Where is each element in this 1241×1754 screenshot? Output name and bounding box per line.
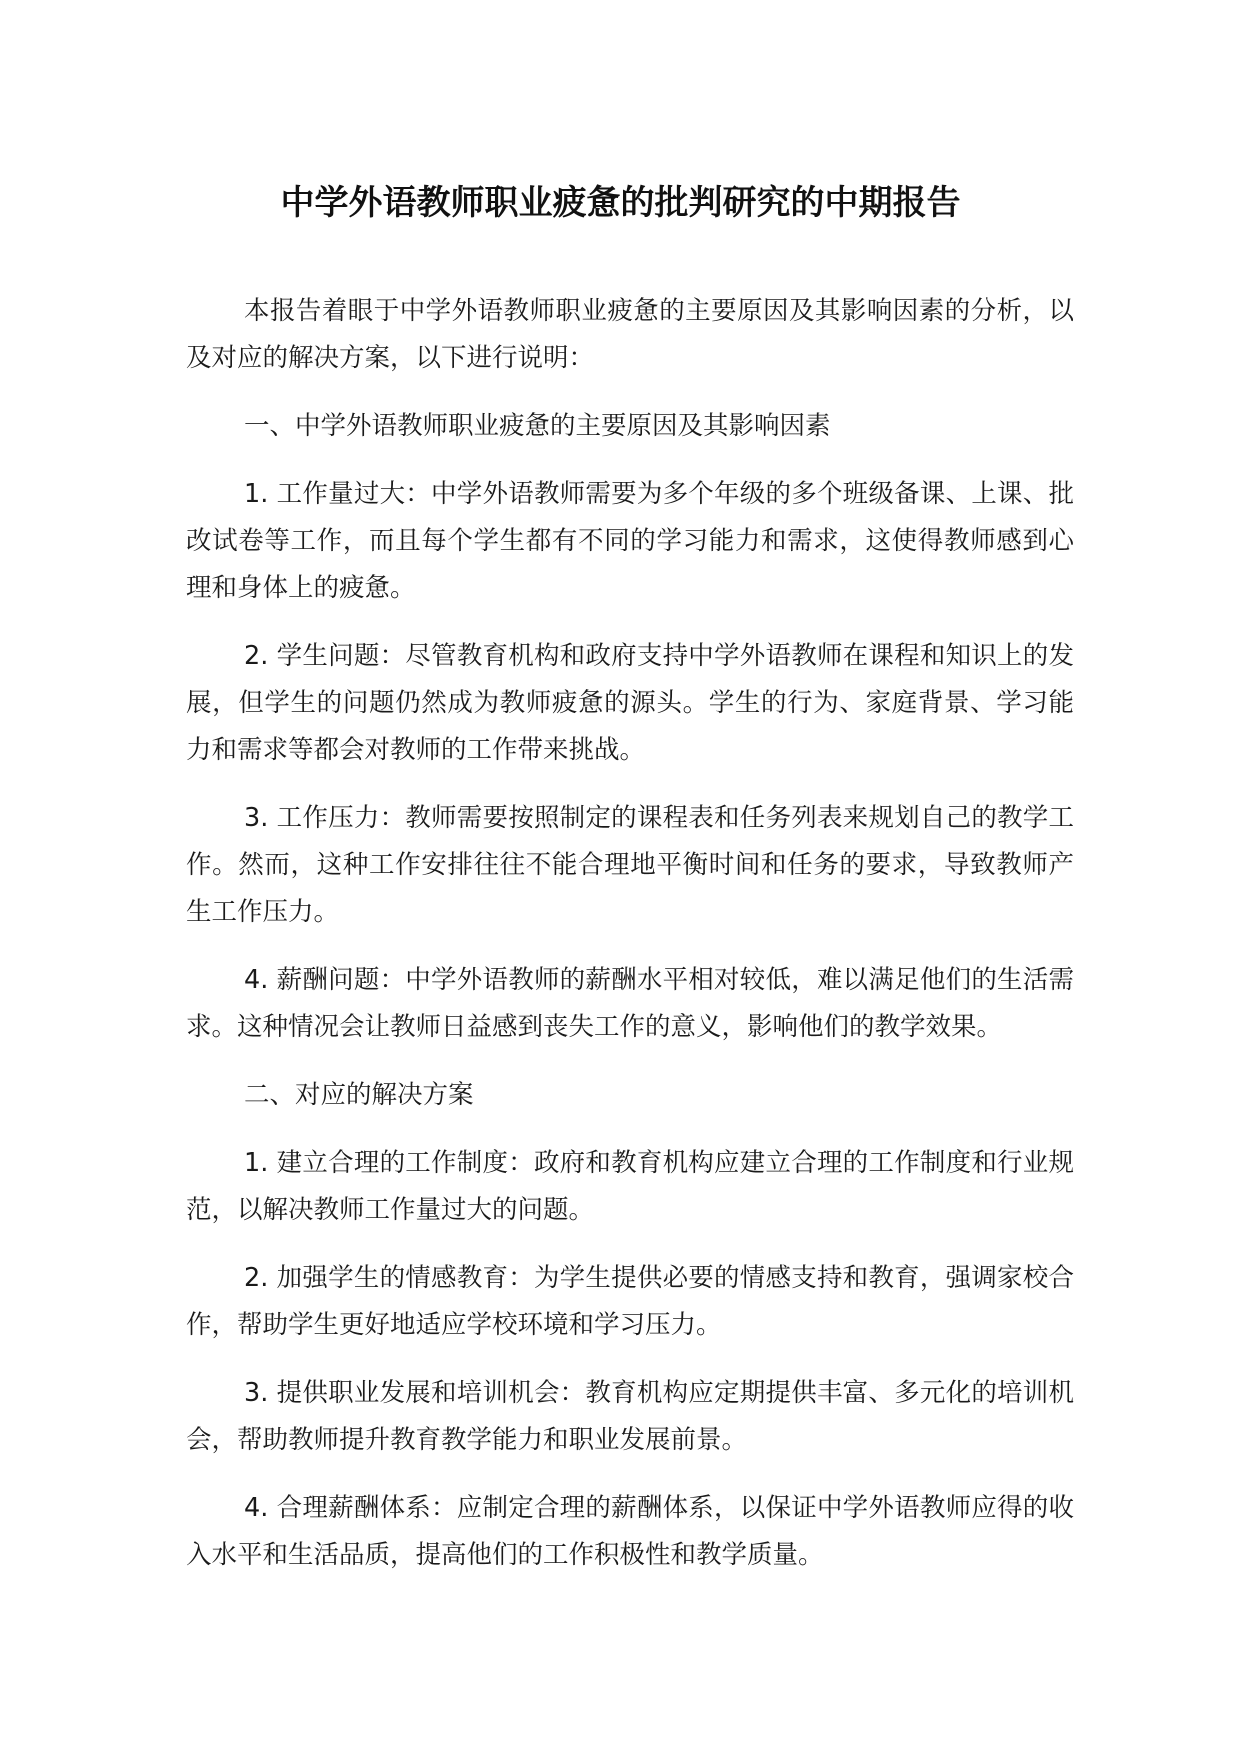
document-body [186,288,1074,1600]
cause-paragraph-students: 2. 学生问题：尽管教育机构和政府支持中学外语教师在课程和知识上的发展，但学生的问题仍然成为教师疲惫的源头。学生的行为、家庭背景、学习能力和需求等都会对教师的工作带来挑战。 [186,641,1074,765]
cause-paragraph-salary: 4. 薪酬问题：中学外语教师的薪酬水平相对较低，难以满足他们的生活需求。这种情况会让教师日益感到丧失工作的意义，影响他们的教学效果。 [186,965,1074,1042]
solution-paragraph-emotional: 2. 加强学生的情感教育：为学生提供必要的情感支持和教育，强调家校合作，帮助学生更好地适应学校环境和学习压力。 [186,1263,1074,1340]
intro-paragraph: 本报告着眼于中学外语教师职业疲惫的主要原因及其影响因素的分析，以及对应的解决方案，以下进行说明： [186,296,1074,373]
cause-paragraph-pressure: 3. 工作压力：教师需要按照制定的课程表和任务列表来规划自己的教学工作。然而，这种工作安排往往不能合理地平衡时间和任务的要求，导致教师产生工作压力。 [186,803,1074,927]
document-title: 中学外语教师职业疲惫的批判研究的中期报告 [280,183,961,223]
solution-paragraph-salary: 4. 合理薪酬体系：应制定合理的薪酬体系，以保证中学外语教师应得的收入水平和生活品质，提高他们的工作积极性和教学质量。 [186,1493,1074,1570]
section-heading-solutions: 二、对应的解决方案 [244,1080,474,1110]
solution-paragraph-training: 3. 提供职业发展和培训机会：教育机构应定期提供丰富、多元化的培训机会，帮助教师提升教育教学能力和职业发展前景。 [186,1378,1074,1455]
cause-paragraph-workload: 1. 工作量过大：中学外语教师需要为多个年级的多个班级备课、上课、批改试卷等工作，而且每个学生都有不同的学习能力和需求，这使得教师感到心理和身体上的疲惫。 [186,479,1074,603]
section-heading-causes: 一、中学外语教师职业疲惫的主要原因及其影响因素 [244,411,831,441]
solution-paragraph-system: 1. 建立合理的工作制度：政府和教育机构应建立合理的工作制度和行业规范，以解决教师工作量过大的问题。 [186,1148,1074,1225]
